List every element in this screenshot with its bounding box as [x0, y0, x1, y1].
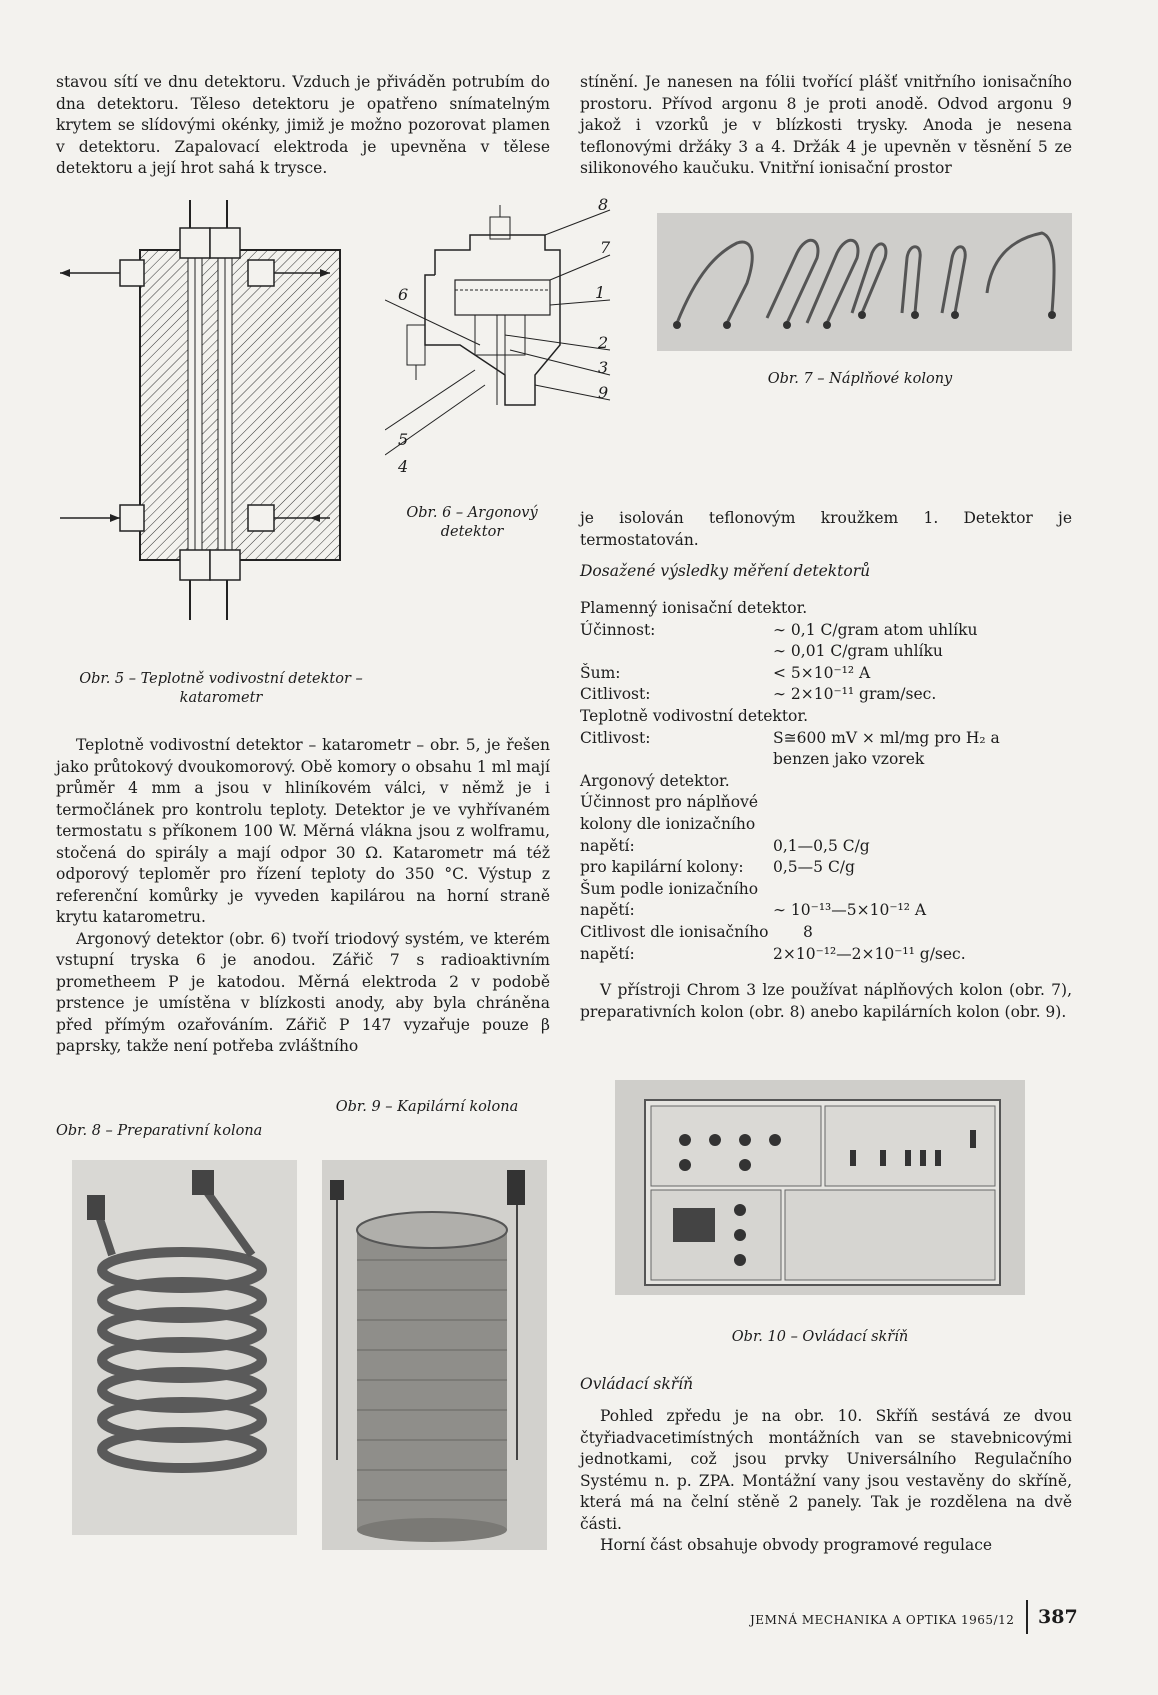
fig6-caption: Obr. 6 – Argonový detektor — [406, 505, 538, 540]
result-value: benzen jako vzorek — [773, 750, 925, 769]
fig8-preparative-column-photo — [72, 1160, 297, 1535]
paragraph: Horní část obsahuje obvody programové regulace — [600, 1536, 993, 1554]
result-value: ∼ 0,01 C/gram uhlíku — [773, 642, 943, 661]
result-row — [580, 620, 1072, 642]
result-label: napětí: — [580, 944, 635, 963]
right-intro-text — [580, 72, 1072, 180]
right-cont-text — [580, 508, 1072, 551]
result-value: 0,1—0,5 C/g — [773, 836, 870, 855]
result-value: 8 — [803, 922, 813, 941]
fig5-caption: Obr. 5 – Teplotně vodivostní detektor – katarometr — [79, 671, 363, 706]
fig6-argon-detector-drawing — [385, 205, 625, 495]
result-row — [580, 792, 1072, 814]
result-row — [580, 922, 1072, 944]
result-label: Argonový detektor. — [580, 771, 730, 790]
fig6-label-7: 7 — [600, 238, 611, 257]
result-row — [580, 879, 1072, 901]
fig6-label-5: 5 — [398, 430, 409, 449]
fig6-label-6: 6 — [398, 285, 409, 304]
result-value: ∼ 2×10⁻¹¹ gram/sec. — [773, 685, 937, 704]
result-row — [580, 857, 1072, 879]
fig6-label-2: 2 — [598, 333, 609, 352]
paragraph: stavou sítí ve dnu detektoru. Vzduch je přiváděn potrubím do dna detektoru. Těleso detektoru je opatřeno snímatelným krytem se slídovými okénky, jimiž je možno pozorovat plamen v detektoru. Zapalovací elektroda je upevněna v tělese detektoru a její hrot sahá k trysce. — [56, 73, 550, 177]
result-value: ∼ 10⁻¹³—5×10⁻¹² A — [773, 901, 927, 920]
fig7-caption: Obr. 7 – Náplňové kolony — [767, 371, 953, 387]
cabinet-heading: Ovládací skříň — [580, 1375, 694, 1393]
results-heading: Dosažené výsledky měření detektorů — [580, 562, 871, 580]
result-label: napětí: — [580, 901, 635, 920]
result-row — [580, 641, 1072, 663]
after-results-text — [580, 980, 1072, 1023]
fig8-caption: Obr. 8 – Preparativní kolona — [56, 1123, 263, 1139]
fig9-caption: Obr. 9 – Kapilární kolona — [335, 1099, 519, 1115]
fig5-katarometer-drawing — [60, 200, 380, 640]
fig6-label-9: 9 — [598, 383, 609, 402]
result-row — [580, 706, 1072, 728]
result-row — [580, 684, 1072, 706]
result-row — [580, 771, 1072, 793]
paragraph: Argonový detektor (obr. 6) tvoří triodový systém, ve kterém vstupní tryska 6 je anodou. Zářič 7 s radioaktivním prometheem P je katodou. Měrná elektroda 2 v podobě prstence je umístěna v blízkosti anody, aby byla chráněna před přímým ozařováním. Zářič P 147 vyzařuje pouze β paprsky, takže není potřeba zvláštního — [56, 929, 550, 1055]
result-row — [580, 749, 1072, 771]
result-label: Teplotně vodivostní detektor. — [580, 706, 809, 725]
result-label: Citlivost: — [580, 685, 651, 704]
paragraph: Pohled zpředu je na obr. 10. Skříň sestává ze dvou čtyřiadvacetimístných montážních van se stavebnicovými jednotkami, což jsou prvky Universálního Regulačního Systému n. p. ZPA. Montážní vany jsou vestavěny do skříně, která má na čelní stěně 2 panely. Tak je rozdělena na dvě části. — [580, 1407, 1072, 1533]
result-label: pro kapilární kolony: — [580, 858, 744, 877]
result-row — [580, 836, 1072, 858]
fig6-label-8: 8 — [598, 195, 609, 214]
fig6-label-3: 3 — [598, 358, 609, 377]
paragraph: V přístroji Chrom 3 lze používat náplňových kolon (obr. 7), preparativních kolon (obr. 8) anebo kapilárních kolon (obr. 9). — [580, 981, 1072, 1021]
footer-divider — [1026, 1600, 1028, 1634]
result-value: ∼ 0,1 C/gram atom uhlíku — [773, 620, 978, 639]
results-list — [580, 598, 1072, 965]
result-row — [580, 728, 1072, 750]
result-row — [580, 900, 1072, 922]
result-value: S≅600 mV × ml/mg pro H₂ a — [773, 728, 1000, 747]
result-row — [580, 814, 1072, 836]
fig9-capillary-column-photo — [322, 1160, 547, 1550]
fig6-label-4: 4 — [398, 457, 409, 476]
fig10-control-cabinet-photo — [615, 1080, 1025, 1295]
fig7-packed-columns-photo — [657, 213, 1072, 351]
result-value: < 5×10⁻¹² A — [773, 663, 871, 682]
result-label: Účinnost pro náplňové — [580, 793, 759, 812]
fig10-caption: Obr. 10 – Ovládací skříň — [731, 1329, 909, 1345]
page-number: 387 — [1038, 1606, 1078, 1628]
result-label: Šum: — [580, 663, 621, 682]
result-label: napětí: — [580, 836, 635, 855]
result-label: Plamenný ionisační detektor. — [580, 599, 808, 617]
result-label: Citlivost dle ionisačního — [580, 922, 769, 941]
paragraph: Teplotně vodivostní detektor – katarometr – obr. 5, je řešen jako průtokový dvoukomorový. Obě komory o obsahu 1 ml mají průměr 4 mm a jsou v hliníkovém válci, v němž je i termočlánek pro kontrolu teploty. Detektor je ve vyhřívaném termostatu s příkonem 100 W. Měrná vlákna jsou z wolframu, stočená do spirály a mají odpor 30 Ω. Katarometr má též odporový teploměr pro řízení teploty do 350 °C. Výstup z referenční komůrky je vyveden kapilárou na horní straně krytu katarometru. — [56, 736, 550, 926]
left-intro-text — [56, 72, 550, 180]
result-row — [580, 598, 1072, 620]
cabinet-text — [580, 1406, 1072, 1557]
result-label: kolony dle ionizačního — [580, 814, 756, 833]
result-label: Účinnost: — [580, 620, 656, 639]
left-body-text — [56, 735, 550, 1058]
result-label: Šum podle ionizačního — [580, 879, 759, 898]
result-row — [580, 944, 1072, 966]
result-label: Citlivost: — [580, 728, 651, 747]
fig6-label-1: 1 — [595, 283, 606, 302]
result-row — [580, 663, 1072, 685]
result-value: 0,5—5 C/g — [773, 858, 855, 877]
result-value: 2×10⁻¹²—2×10⁻¹¹ g/sec. — [773, 944, 966, 963]
journal-footer: JEMNÁ MECHANIKA A OPTIKA 1965/12 — [750, 1613, 1015, 1627]
paragraph: je isolován teflonovým kroužkem 1. Detektor je termostatován. — [580, 509, 1072, 549]
paragraph: stínění. Je nanesen na fólii tvořící plášť vnitřního ionisačního prostoru. Přívod argonu 8 je proti anodě. Odvod argonu 9 jakož i vzorků je v blízkosti trysky. Anoda je nesena teflonovými držáky 3 a 4. Držák 4 je upevněn v těsnění 5 ze silikonového kaučuku. Vnitřní ionisační prostor — [580, 73, 1072, 177]
